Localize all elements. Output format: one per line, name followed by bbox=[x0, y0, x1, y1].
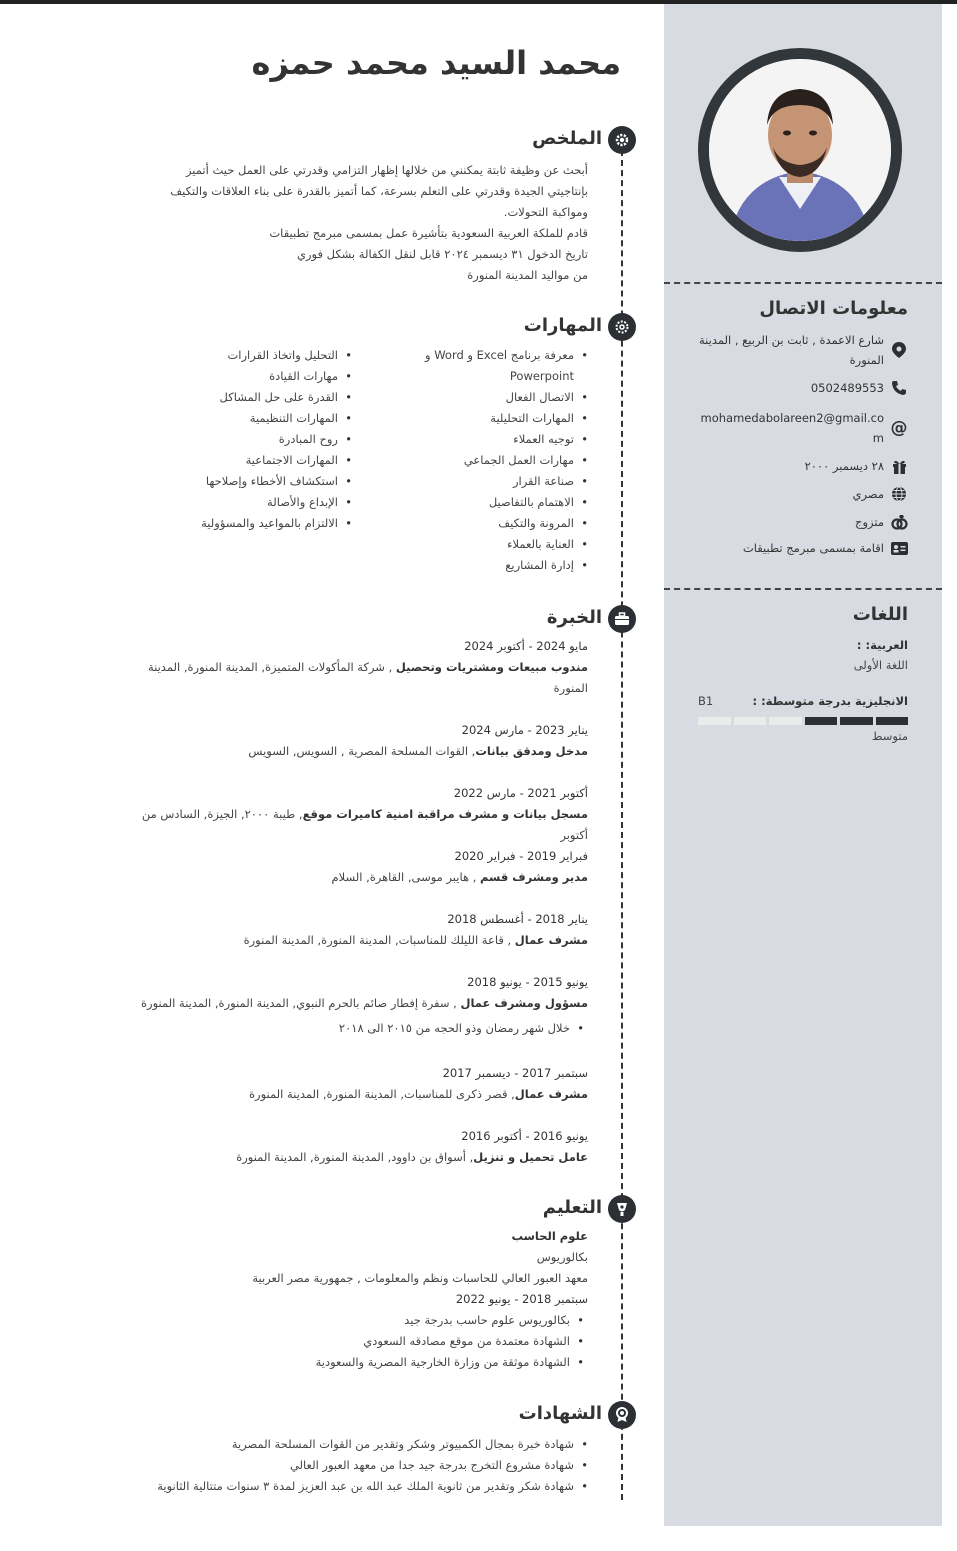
experience-item bbox=[128, 846, 588, 888]
experience-dates: يناير 2023 - مارس 2024 bbox=[461, 723, 588, 737]
email-text[interactable]: mohamedabolareen2@gmail.com bbox=[700, 411, 884, 445]
experience-item bbox=[128, 972, 588, 1039]
at-sign-icon: @ bbox=[890, 418, 908, 438]
experience-item bbox=[128, 720, 588, 762]
contact-marital bbox=[696, 512, 908, 532]
residence-text: اقامة بمسمى مبرمج تطبيقات bbox=[742, 541, 884, 555]
contact-birthdate bbox=[696, 456, 908, 476]
summary-line: تاريخ الدخول ٣١ ديسمبر ٢٠٢٤ قابل لنقل الكفالة بشكل فوري bbox=[296, 247, 588, 261]
nationality-text: مصري bbox=[852, 487, 884, 501]
language-bar-segment bbox=[734, 717, 767, 725]
experience-role: مشرف عمال bbox=[514, 933, 588, 947]
experience-details: , هايبر موسى, القاهرة, السلام bbox=[331, 870, 481, 884]
education-degree: بكالوريوس bbox=[536, 1250, 588, 1264]
certificates-list bbox=[128, 1434, 588, 1497]
experience-bullet: • خلال شهر رمضان وذو الحجه من ٢٠١٥ الى ٢٠١٨ bbox=[128, 1018, 584, 1039]
address-text: شارع الاعمدة , ثابت بن الربيع , المدينة المنورة bbox=[699, 333, 884, 367]
skill-item: • المهارات التنظيمية bbox=[152, 408, 352, 429]
contact-phone bbox=[696, 378, 908, 398]
skill-item: • إدارة المشاريع bbox=[388, 555, 588, 576]
education-major: علوم الحاسب bbox=[511, 1229, 588, 1243]
experience-item bbox=[128, 1063, 588, 1105]
education-dates: سبتمبر 2018 - يونيو 2022 bbox=[455, 1292, 588, 1306]
certificate-item: • شهادة شكر وتقدير من ثانوية الملك عبد الله بن عبد العزيز لمدة ٣ سنوات متتالية الثانوية bbox=[128, 1476, 588, 1497]
experience-details: , أسواق بن داوود, المدينة المنورة, المدينة المنورة bbox=[236, 1150, 474, 1164]
experience-dates: مايو 2024 - أكتوبر 2024 bbox=[464, 639, 588, 653]
language-bar-segment bbox=[698, 717, 731, 725]
experience-role: مدخل ومدقق بيانات bbox=[475, 744, 588, 758]
sidebar-divider bbox=[664, 588, 942, 590]
phone-text[interactable]: 0502489553 bbox=[810, 381, 884, 395]
summary-line: بإنتاجيتي الجيدة وقدرتي على التعلم بسرعة، كما أتميز بالقدرة على بناء العلاقات والتكيف bbox=[170, 184, 588, 198]
skill-item: • صناعة القرار bbox=[388, 471, 588, 492]
skill-item: • الاهتمام بالتفاصيل bbox=[388, 492, 588, 513]
experience-role: مشرف عمال bbox=[514, 1087, 588, 1101]
experience-dates: أكتوبر 2021 - مارس 2022 bbox=[453, 786, 588, 800]
education-title: التعليم bbox=[542, 1197, 602, 1218]
experience-details: , القوات المسلحة المصرية , السويس, السويس bbox=[248, 744, 476, 758]
education-bullet: • بكالوريوس علوم حاسب بدرجة جيد bbox=[128, 1310, 584, 1331]
phone-icon bbox=[890, 379, 908, 397]
summary-line: أبحث عن وظيفة ثابتة يمكنني من خلالها إظهار التزامي وقدرتي على العمل حيث أتميز bbox=[185, 163, 588, 177]
award-icon bbox=[608, 1401, 636, 1429]
language-arabic-level: اللغة الأولى bbox=[853, 658, 908, 672]
sidebar-divider bbox=[664, 282, 942, 284]
experience-dates: سبتمبر 2017 - ديسمبر 2017 bbox=[442, 1066, 588, 1080]
education-item bbox=[128, 1226, 588, 1373]
skill-item: • المهارات التحليلية bbox=[388, 408, 588, 429]
skill-item: • معرفة برنامج Excel و Word و Powerpoint bbox=[388, 345, 588, 387]
skill-item: • مهارات العمل الجماعي bbox=[388, 450, 588, 471]
language-bar-segment bbox=[805, 717, 838, 725]
sidebar bbox=[664, 4, 942, 1526]
language-english-level: متوسط bbox=[871, 729, 908, 743]
summary-line: قادم للملكة العربية السعودية بتأشيرة عمل بمسمى مبرمج تطبيقات bbox=[269, 226, 588, 240]
summary-line: ومواكبة التحولات. bbox=[503, 205, 588, 219]
gift-icon bbox=[890, 457, 908, 475]
skill-item: • استكشاف الأخطاء وإصلاحها bbox=[152, 471, 352, 492]
language-english-code: B1 bbox=[698, 694, 714, 708]
language-bar-segment bbox=[769, 717, 802, 725]
education-bullet: • الشهادة معتمدة من موقع مصادقه السعودي bbox=[128, 1331, 584, 1352]
gear-icon bbox=[608, 126, 636, 154]
person-name: محمد السيد محمد حمزه bbox=[251, 44, 621, 82]
skill-item: • التحليل واتخاذ القرارات bbox=[152, 345, 352, 366]
skill-item: • توجيه العملاء bbox=[388, 429, 588, 450]
globe-icon bbox=[890, 485, 908, 503]
skill-item: • الالتزام بالمواعيد والمسؤولية bbox=[152, 513, 352, 534]
experience-details: , قصر ذكرى للمناسبات, المدينة المنورة, المدينة المنورة bbox=[248, 1087, 515, 1101]
certificate-item: • شهادة خبرة بمجال الكمبيوتر وشكر وتقدير من القوات المسلحة المصرية bbox=[128, 1434, 588, 1455]
experience-bullets bbox=[128, 1018, 584, 1039]
language-english-bar bbox=[698, 717, 908, 725]
experience-details: , قاعة الليلك للمناسبات, المدينة المنورة, المدينة المنورة bbox=[243, 933, 515, 947]
languages-title: اللغات bbox=[852, 604, 908, 625]
skill-item: • المهارات الاجتماعية bbox=[152, 450, 352, 471]
experience-dates: يونيو 2015 - يونيو 2018 bbox=[467, 975, 588, 989]
contact-nationality bbox=[696, 484, 908, 504]
experience-role: مسؤول ومشرف عمال bbox=[460, 996, 588, 1010]
rings-icon bbox=[890, 513, 908, 531]
location-pin-icon bbox=[890, 341, 908, 359]
education-institute: معهد العبور العالي للحاسبات ونظم والمعلومات , جمهورية مصر العربية bbox=[252, 1271, 588, 1285]
certificates-title: الشهادات bbox=[518, 1403, 602, 1424]
skills-column-2 bbox=[152, 345, 352, 534]
experience-role: مسجل بيانات و مشرف مراقبة امنية كاميرات موقع bbox=[302, 807, 588, 821]
birthdate-text: ٢٨ ديسمبر ٢٠٠٠ bbox=[804, 459, 884, 473]
skill-item: • الإبداع والأصالة bbox=[152, 492, 352, 513]
experience-item bbox=[128, 1126, 588, 1168]
experience-title: الخبرة bbox=[546, 607, 602, 628]
id-card-icon bbox=[890, 539, 908, 557]
skill-item: • العناية بالعملاء bbox=[388, 534, 588, 555]
language-bar-segment bbox=[876, 717, 909, 725]
experience-details: , شركة المأكولات المتميزة, المدينة المنورة, المدينة المنورة bbox=[147, 660, 588, 695]
education-bullets bbox=[128, 1310, 584, 1373]
skills-title: المهارات bbox=[523, 315, 602, 336]
experience-role: مدير ومشرف قسم bbox=[480, 870, 588, 884]
experience-role: عامل تحميل و تنزيل bbox=[473, 1150, 588, 1164]
marital-text: متزوج bbox=[855, 515, 884, 529]
experience-details: , سفرة إفطار صائم بالحرم النبوي, المدينة المنورة, المدينة المنورة bbox=[141, 996, 461, 1010]
experience-item bbox=[128, 636, 588, 699]
experience-dates: يونيو 2016 - أكتوبر 2016 bbox=[461, 1129, 588, 1143]
experience-role: مندوب مبيعات ومشتريات وتحصيل bbox=[395, 660, 588, 674]
summary-text bbox=[148, 160, 588, 286]
experience-dates: فبراير 2019 - فبراير 2020 bbox=[454, 849, 588, 863]
certificate-item: • شهادة مشروع التخرج بدرجة جيد جدا من معهد العبور العالي bbox=[128, 1455, 588, 1476]
skill-item: • روح المبادرة bbox=[152, 429, 352, 450]
skill-item: • المرونة والتكيف bbox=[388, 513, 588, 534]
briefcase-icon bbox=[608, 605, 636, 633]
experience-details: , طيبة ٢٠٠٠, الجيزة, السادس من أكتوبر bbox=[141, 807, 588, 842]
contact-email bbox=[696, 408, 908, 448]
contact-title: معلومات الاتصال bbox=[759, 298, 908, 319]
experience-dates: يناير 2018 - أغسطس 2018 bbox=[447, 912, 588, 926]
graduation-icon bbox=[608, 1195, 636, 1223]
skills-cog-icon bbox=[608, 313, 636, 341]
contact-address bbox=[696, 330, 908, 370]
skill-item: • الاتصال الفعال bbox=[388, 387, 588, 408]
skill-item: • مهارات القيادة bbox=[152, 366, 352, 387]
skill-item: • القدرة على حل المشاكل bbox=[152, 387, 352, 408]
summary-line: من مواليد المدينة المنورة bbox=[467, 268, 588, 282]
experience-item bbox=[128, 783, 588, 846]
experience-item bbox=[128, 909, 588, 951]
skills-column-1 bbox=[388, 345, 588, 576]
profile-photo bbox=[698, 48, 902, 252]
language-english-name: الانجليزية بدرجة متوسطة: : bbox=[752, 694, 908, 708]
language-bar-segment bbox=[840, 717, 873, 725]
education-bullet: • الشهادة موثقة من وزارة الخارجية المصرية والسعودية bbox=[128, 1352, 584, 1373]
language-arabic-name: العربية: : bbox=[856, 638, 908, 652]
contact-residence bbox=[696, 538, 908, 558]
summary-title: الملخص bbox=[532, 128, 602, 149]
timeline-line bbox=[621, 140, 623, 1500]
